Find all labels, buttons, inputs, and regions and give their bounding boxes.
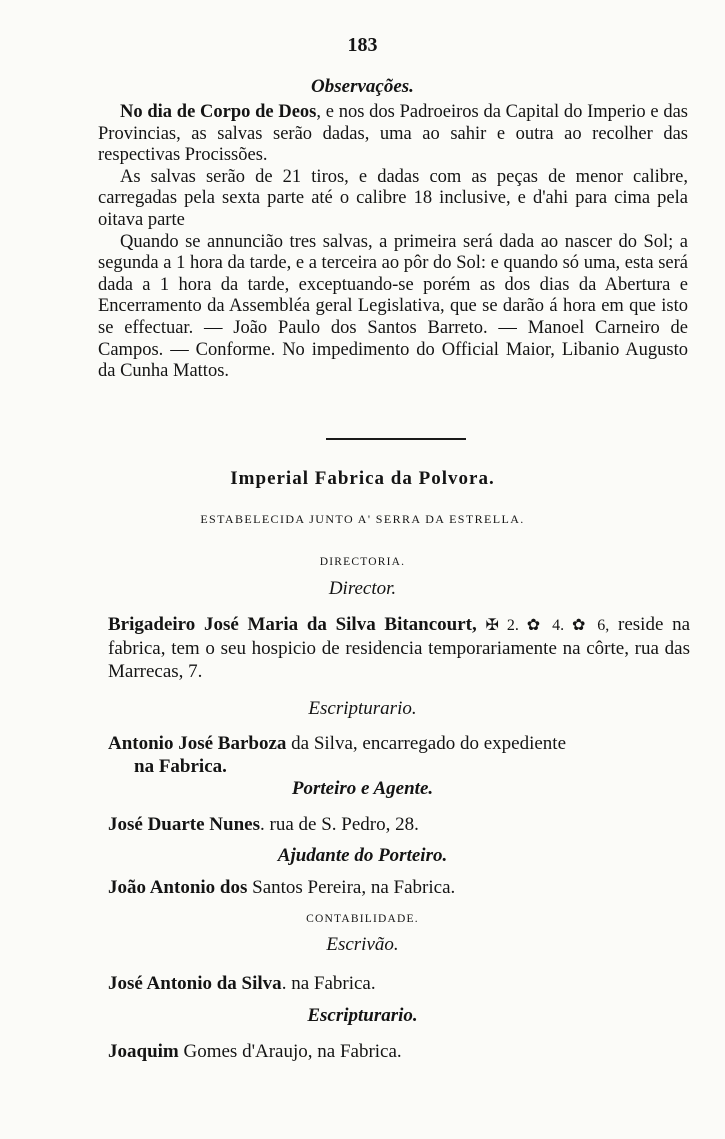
entry-text: Gomes d'Araujo, na Fabrica. <box>183 1041 402 1062</box>
entry-text: reside na fabrica, tem o seu hospicio de residencia temporariamente na côrte, rua das Marrecas, 7. <box>108 614 691 682</box>
entry-escrivao <box>108 972 690 995</box>
entry-continuation: na Fabrica. <box>134 756 227 777</box>
paragraph-text: , e nos dos Padroeiros da Capital do Imperio e das Provincias, as salvas serão dadas, uma ao sahir e outra ao recolher das respectivas Procissões. <box>98 102 689 166</box>
entry-name: Joaquim <box>108 1041 179 1062</box>
page-number: 183 <box>347 34 378 56</box>
order-insignia: ✠ 2. ✿ 4. ✿ 6, <box>485 617 610 634</box>
entry-ajudante <box>108 876 690 899</box>
entry-name: João Antonio dos <box>108 877 248 898</box>
paragraph-text: Quando se annuncião tres salvas, a primeira será dada ao nascer do Sol; a segunda a 1 hora da tarde, e a terceira ao pôr do Sol: e quando só uma, esta será dada a 1 hora da tarde, exceptuando-se porém as dos dias da Abertura e Encerramento da Assembléa geral Legislativa, que se darão á hora em que isto se effectuar. — João Paulo dos Santos Barreto. — Manoel Carneiro de Campos. — Conforme. No impedimento do Official Maior, Libanio Augusto da Cunha Mattos. <box>98 231 688 382</box>
directoria-label: DIRECTORIA. <box>319 556 406 568</box>
role-ajudante: Ajudante do Porteiro. <box>277 845 448 866</box>
entry-name: José Antonio da Silva <box>108 973 282 994</box>
entry-text: da Silva, encarregado do expediente <box>291 733 567 754</box>
entry-text: Santos Pereira, na Fabrica. <box>252 877 456 898</box>
section-divider <box>326 438 466 440</box>
entry-name: Antonio José Barboza <box>108 733 287 754</box>
entry-porteiro <box>108 813 690 836</box>
observacoes-body <box>98 102 688 383</box>
paragraph-lead: No dia de Corpo de Deos <box>120 102 317 122</box>
observacoes-paragraph <box>98 167 688 232</box>
entry-text: . rua de S. Pedro, 28. <box>260 814 419 835</box>
paragraph-text: As salvas serão de 21 tiros, e dadas com as peças de menor calibre, carregadas pela sexta parte até o calibre 18 inclusive, e d'ahi para cima pela oitava parte <box>98 166 688 230</box>
observacoes-paragraph <box>98 102 688 167</box>
entry-escripturario <box>108 732 690 778</box>
entry-name: Brigadeiro José Maria da Silva Bitancourt, <box>108 614 477 635</box>
contabilidade-label: CONTABILIDADE. <box>306 913 419 925</box>
observacoes-heading: Observações. <box>311 76 414 97</box>
entry-name: José Duarte Nunes <box>108 814 260 835</box>
role-director: Director. <box>328 578 397 599</box>
entry-text: . na Fabrica. <box>281 973 376 994</box>
role-escripturario-contabilidade: Escripturario. <box>307 1005 418 1026</box>
entry-escripturario-contabilidade <box>108 1040 690 1063</box>
role-escrivao: Escrivão. <box>326 934 399 955</box>
role-porteiro: Porteiro e Agente. <box>291 778 434 799</box>
entry-director <box>108 613 690 683</box>
section-subtitle: ESTABELECIDA JUNTO A' SERRA DA ESTRELLA. <box>200 512 525 526</box>
section-title: Imperial Fabrica da Polvora. <box>230 468 495 489</box>
role-escripturario: Escripturario. <box>308 698 417 719</box>
observacoes-paragraph <box>98 232 688 383</box>
